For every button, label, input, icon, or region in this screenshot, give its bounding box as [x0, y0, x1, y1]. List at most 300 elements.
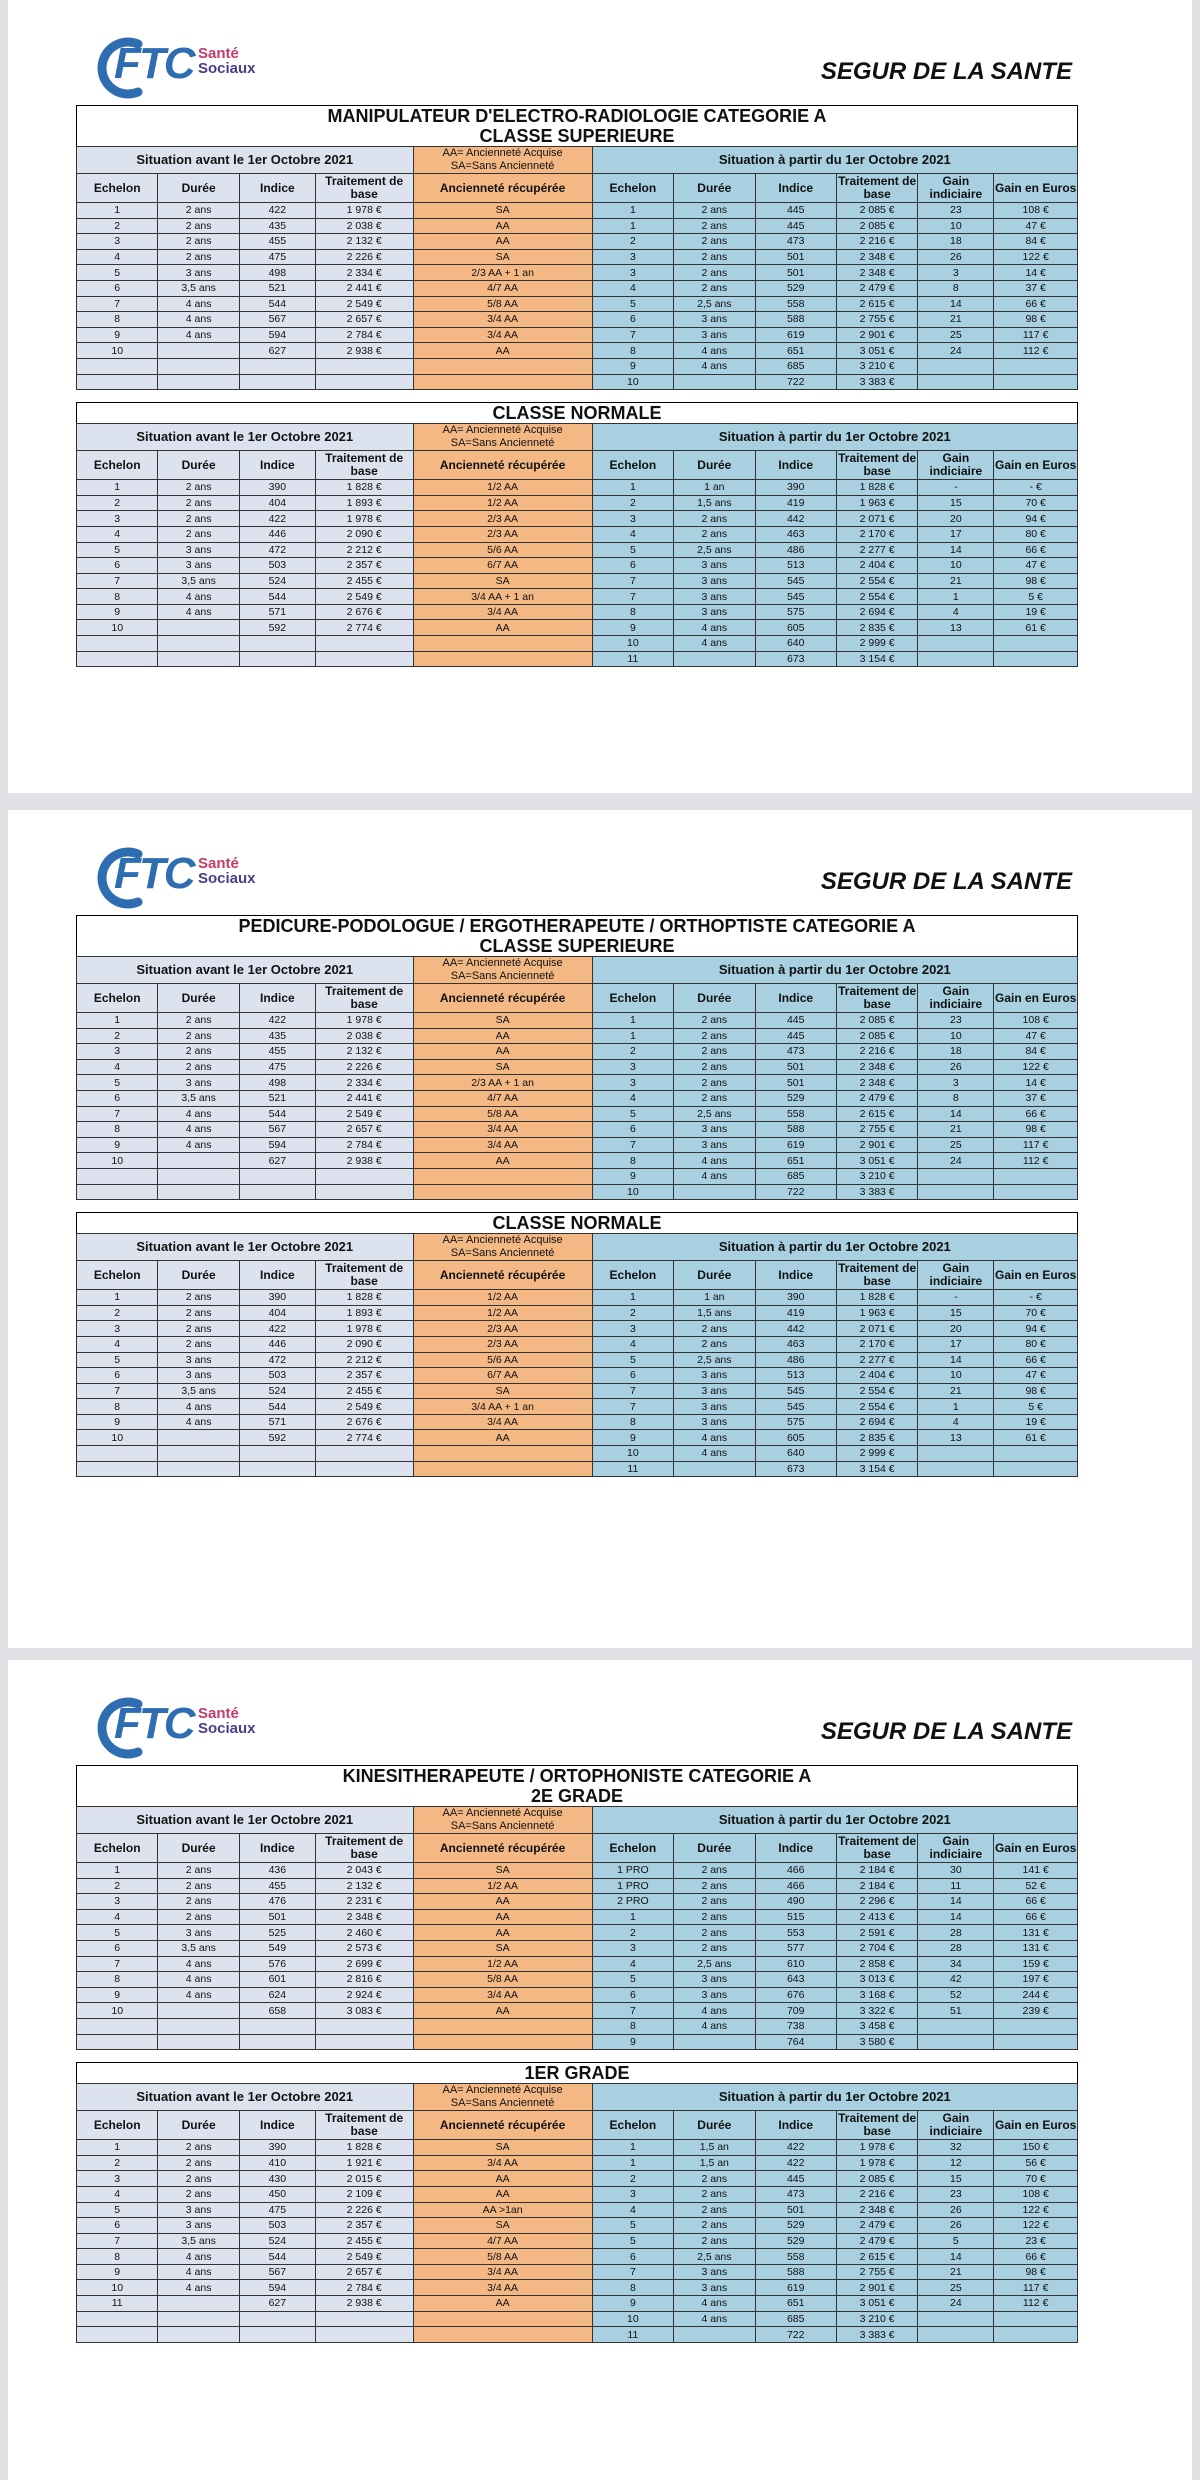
table-cell: 3/4 AA	[413, 1414, 592, 1430]
table-cell: 28	[918, 1925, 994, 1941]
table-cell: 131 €	[994, 1940, 1078, 1956]
table-cell: 1	[592, 218, 673, 234]
table-cell: 3 383 €	[836, 1184, 917, 1200]
table-cell: 2 ans	[674, 1075, 755, 1091]
table-cell: 3 ans	[674, 1987, 755, 2003]
table-cell: 5	[592, 1972, 673, 1988]
table-cell: 624	[239, 1987, 315, 2003]
table-cell: 5	[77, 1925, 158, 1941]
table-cell: 390	[239, 480, 315, 496]
table-cell: 1 PRO	[592, 1878, 673, 1894]
table-cell: 3	[918, 1075, 994, 1091]
table-cell: 2 938 €	[315, 2296, 413, 2312]
table-cell: 80 €	[994, 1336, 1078, 1352]
table-cell: 20	[918, 1321, 994, 1337]
column-header: Traitement de base	[315, 1834, 413, 1863]
table-cell: 1 828 €	[315, 480, 413, 496]
table-cell: 544	[239, 1106, 315, 1122]
column-header: Ancienneté récupérée	[413, 1834, 592, 1863]
table-cell	[158, 1168, 239, 1184]
table-cell: 2 071 €	[836, 511, 917, 527]
table-cell	[158, 1461, 239, 1477]
column-header: Durée	[158, 1261, 239, 1290]
new-situation-header: Situation à partir du 1er Octobre 2021	[592, 147, 1077, 174]
table-cell: 2 043 €	[315, 1863, 413, 1879]
column-header: Durée	[158, 1834, 239, 1863]
table-cell	[158, 2034, 239, 2050]
table-cell: 2 357 €	[315, 1368, 413, 1384]
table-cell: 2 226 €	[315, 249, 413, 265]
table-cell	[994, 358, 1078, 374]
grade-title: CLASSE SUPERIEURE	[76, 936, 1078, 956]
table-cell	[158, 2327, 239, 2343]
table-cell: 2 ans	[158, 1909, 239, 1925]
table-cell: 419	[755, 495, 836, 511]
table-cell: 2 132 €	[315, 234, 413, 250]
table-cell: 513	[755, 558, 836, 574]
table-cell: 5/6 AA	[413, 1352, 592, 1368]
table-cell: 10	[77, 1153, 158, 1169]
table-cell: 4	[918, 1414, 994, 1430]
table-cell: 2 615 €	[836, 2249, 917, 2265]
table-row	[77, 2018, 1078, 2034]
profession-title: MANIPULATEUR D'ELECTRO-RADIOLOGIE CATEGORIE A	[76, 105, 1078, 126]
table-cell: 5	[918, 2233, 994, 2249]
new-situation-header: Situation à partir du 1er Octobre 2021	[592, 1807, 1077, 1834]
table-cell: 545	[755, 1399, 836, 1415]
table-cell: 2 170 €	[836, 526, 917, 542]
legend-aa: AA= Ancienneté Acquise	[442, 1234, 563, 1247]
table-cell: 1,5 ans	[674, 495, 755, 511]
table-row	[77, 573, 1078, 589]
table-cell: 9	[592, 2034, 673, 2050]
table-row	[77, 1305, 1078, 1321]
table-cell: 3 ans	[158, 1352, 239, 1368]
grade-title: 2E GRADE	[76, 1786, 1078, 1806]
table-cell: 47 €	[994, 558, 1078, 574]
table-cell: 112 €	[994, 1153, 1078, 1169]
table-cell: 84 €	[994, 234, 1078, 250]
table-cell: 108 €	[994, 203, 1078, 219]
table-cell: 2	[77, 218, 158, 234]
table-cell: 422	[239, 203, 315, 219]
table-cell: 12	[918, 2155, 994, 2171]
column-header: Indice	[755, 174, 836, 203]
header-row	[77, 2084, 1078, 2111]
table-cell: 21	[918, 573, 994, 589]
header-row	[77, 147, 1078, 174]
table-cell: 430	[239, 2171, 315, 2187]
table-cell: 7	[592, 2264, 673, 2280]
table-cell: 3 ans	[158, 558, 239, 574]
table-cell: 15	[918, 2171, 994, 2187]
table-cell: 2 554 €	[836, 589, 917, 605]
column-header: Durée	[674, 1261, 755, 1290]
table-cell: 2 ans	[674, 1013, 755, 1029]
table-row	[77, 2140, 1078, 2156]
table-cell: 2	[592, 495, 673, 511]
table-cell: 19 €	[994, 1414, 1078, 1430]
table-cell: 1 963 €	[836, 1305, 917, 1321]
table-cell: 9	[592, 2296, 673, 2312]
column-header: Echelon	[592, 2111, 673, 2140]
table-row	[77, 526, 1078, 542]
table-row	[77, 542, 1078, 558]
column-header: Ancienneté récupérée	[413, 2111, 592, 2140]
table-cell: 2 ans	[674, 218, 755, 234]
table-cell: 17	[918, 526, 994, 542]
legend-aa: AA= Ancienneté Acquise	[442, 957, 563, 969]
table-cell: 445	[755, 1028, 836, 1044]
table-cell: 3/4 AA	[413, 1987, 592, 2003]
table-cell	[918, 636, 994, 652]
table-cell: 2 ans	[674, 265, 755, 281]
legend-sa: SA=Sans Ancienneté	[450, 437, 555, 450]
table-cell: 3,5 ans	[158, 1090, 239, 1106]
table-cell: 575	[755, 604, 836, 620]
table-cell: 9	[592, 620, 673, 636]
table-cell: 1	[77, 1863, 158, 1879]
table-cell: 4 ans	[158, 1122, 239, 1138]
table-cell: 3 ans	[674, 1368, 755, 1384]
table-cell: 1 963 €	[836, 495, 917, 511]
table-row	[77, 480, 1078, 496]
table-cell: AA	[413, 1430, 592, 1446]
table-row	[77, 1863, 1078, 1879]
table-cell: 2 ans	[674, 1925, 755, 1941]
table-cell: 2 924 €	[315, 1987, 413, 2003]
table-cell: 4	[77, 526, 158, 542]
table-cell: 640	[755, 1446, 836, 1462]
table-cell: 2/3 AA	[413, 1321, 592, 1337]
table-cell: 4	[592, 280, 673, 296]
table-cell: 490	[755, 1894, 836, 1910]
table-cell	[994, 1184, 1078, 1200]
table-cell: 3 ans	[158, 1925, 239, 1941]
table-row	[77, 296, 1078, 312]
table-cell: 2 ans	[674, 1336, 755, 1352]
old-situation-header: Situation avant le 1er Octobre 2021	[77, 1234, 414, 1261]
table-cell: 2 ans	[158, 1894, 239, 1910]
table-cell: 2 784 €	[315, 2280, 413, 2296]
table-cell: 51	[918, 2003, 994, 2019]
table-cell: 2 657 €	[315, 1122, 413, 1138]
table-cell: 3 051 €	[836, 343, 917, 359]
table-cell: 521	[239, 280, 315, 296]
salary-sheet	[76, 105, 1078, 667]
table-cell: 592	[239, 1430, 315, 1446]
table-cell: 4 ans	[674, 636, 755, 652]
table-cell: 3,5 ans	[158, 280, 239, 296]
table-cell: 122 €	[994, 2218, 1078, 2234]
table-cell: 475	[239, 249, 315, 265]
table-cell: 1 an	[674, 1290, 755, 1306]
table-cell: SA	[413, 573, 592, 589]
column-header: Gain en Euros	[994, 451, 1078, 480]
table-cell	[239, 1168, 315, 1184]
table-row	[77, 558, 1078, 574]
doc-title: SEGUR DE LA SANTE	[820, 1718, 1072, 1745]
table-cell: AA	[413, 2003, 592, 2019]
column-header: Indice	[239, 2111, 315, 2140]
table-cell: 545	[755, 589, 836, 605]
table-cell: 6/7 AA	[413, 558, 592, 574]
table-cell	[158, 358, 239, 374]
table-cell: 8	[77, 1972, 158, 1988]
table-cell	[239, 2034, 315, 2050]
table-cell: 4 ans	[158, 1137, 239, 1153]
table-cell: 5	[592, 1352, 673, 1368]
table-cell: 3	[592, 265, 673, 281]
table-cell: 2 071 €	[836, 1321, 917, 1337]
table-cell: 7	[77, 1956, 158, 1972]
table-cell: 450	[239, 2186, 315, 2202]
table-cell: 594	[239, 327, 315, 343]
table-cell: 108 €	[994, 1013, 1078, 1029]
table-cell: 390	[239, 1290, 315, 1306]
table-cell	[994, 2327, 1078, 2343]
table-cell: 2 ans	[674, 2202, 755, 2218]
table-cell: 1 828 €	[315, 2140, 413, 2156]
table-cell: 244 €	[994, 1987, 1078, 2003]
table-cell: 4 ans	[674, 1153, 755, 1169]
table-cell: 2 404 €	[836, 1368, 917, 1384]
table-cell: 2 657 €	[315, 312, 413, 328]
table-cell: 3	[592, 511, 673, 527]
table-cell: 8	[592, 604, 673, 620]
table-cell	[77, 374, 158, 390]
table-cell: 2 ans	[674, 1894, 755, 1910]
ftc-logo	[94, 844, 274, 912]
table-cell: 2 ans	[674, 1028, 755, 1044]
table-cell: 117 €	[994, 327, 1078, 343]
table-cell: 486	[755, 542, 836, 558]
table-cell	[413, 2018, 592, 2034]
table-cell: 2 657 €	[315, 2264, 413, 2280]
table-cell: 445	[755, 1013, 836, 1029]
ftc-logo	[94, 1694, 274, 1762]
table-cell: 1/2 AA	[413, 1290, 592, 1306]
table-row	[77, 358, 1078, 374]
table-cell	[674, 2034, 755, 2050]
table-cell: 472	[239, 1352, 315, 1368]
table-cell: 3	[77, 234, 158, 250]
table-cell: 2 901 €	[836, 327, 917, 343]
column-header: Indice	[755, 1834, 836, 1863]
table-cell: 592	[239, 620, 315, 636]
table-cell: 3 ans	[158, 2202, 239, 2218]
table-cell: 10	[77, 620, 158, 636]
table-cell: 13	[918, 620, 994, 636]
table-cell: 1 893 €	[315, 1305, 413, 1321]
table-cell	[918, 2034, 994, 2050]
old-situation-header: Situation avant le 1er Octobre 2021	[77, 1807, 414, 1834]
table-cell	[315, 1184, 413, 1200]
table-cell: 503	[239, 1368, 315, 1384]
table-cell: 2 774 €	[315, 1430, 413, 1446]
table-cell	[413, 636, 592, 652]
table-cell: 9	[77, 1987, 158, 2003]
logo-text: FTC	[114, 849, 194, 898]
table-cell: 1	[77, 1013, 158, 1029]
column-header: Gain en Euros	[994, 984, 1078, 1013]
table-cell: 8	[77, 1122, 158, 1138]
legend-sa: SA=Sans Ancienneté	[450, 1820, 555, 1832]
table-cell: 501	[755, 1059, 836, 1075]
table-cell	[315, 2034, 413, 2050]
table-cell: 7	[592, 2003, 673, 2019]
table-row	[77, 1059, 1078, 1075]
table-cell: AA	[413, 1909, 592, 1925]
table-cell: 131 €	[994, 1925, 1078, 1941]
table-cell: 4 ans	[674, 620, 755, 636]
column-header: Traitement de base	[315, 451, 413, 480]
table-cell: 2,5 ans	[674, 1352, 755, 1368]
table-cell: 2 774 €	[315, 620, 413, 636]
table-cell: 13	[918, 1430, 994, 1446]
table-cell: 8	[77, 589, 158, 605]
table-row	[77, 2311, 1078, 2327]
table-cell: SA	[413, 2218, 592, 2234]
column-header: Echelon	[77, 2111, 158, 2140]
column-header-row	[77, 984, 1078, 1013]
table-cell: 2 704 €	[836, 1940, 917, 1956]
table-row	[77, 1336, 1078, 1352]
logo-line1: Santé	[198, 1705, 239, 1722]
table-cell	[994, 2034, 1078, 2050]
table-cell: AA	[413, 2296, 592, 2312]
table-cell	[158, 1153, 239, 1169]
table-cell: 2 ans	[674, 1059, 755, 1075]
table-cell: 9	[77, 1414, 158, 1430]
column-header: Traitement de base	[838, 451, 917, 479]
table-cell	[413, 1168, 592, 1184]
table-cell: 685	[755, 358, 836, 374]
table-cell: 2 296 €	[836, 1894, 917, 1910]
table-cell: 3 ans	[674, 1383, 755, 1399]
table-cell: 61 €	[994, 620, 1078, 636]
table-cell: 15	[918, 1305, 994, 1321]
table-cell: 3 ans	[158, 1368, 239, 1384]
profession-title: PEDICURE-PODOLOGUE / ERGOTHERAPEUTE / ORTHOPTISTE CATEGORIE A	[76, 915, 1078, 936]
table-cell: 3	[77, 1321, 158, 1337]
table-cell: 122 €	[994, 249, 1078, 265]
table-cell: 2 479 €	[836, 2218, 917, 2234]
table-cell: 2 ans	[158, 1290, 239, 1306]
table-cell: 3 210 €	[836, 358, 917, 374]
grade-title: 1ER GRADE	[76, 2062, 1078, 2083]
table-cell	[674, 651, 755, 667]
column-header: Echelon	[592, 451, 673, 480]
table-cell: 2 ans	[158, 526, 239, 542]
table-cell: 2 ans	[674, 249, 755, 265]
table-cell: 2 038 €	[315, 1028, 413, 1044]
table-cell: 2/3 AA	[413, 526, 592, 542]
table-cell: 2 216 €	[836, 234, 917, 250]
table-cell	[77, 1461, 158, 1477]
header-row	[77, 1234, 1078, 1261]
table-cell: 239 €	[994, 2003, 1078, 2019]
table-row	[77, 1028, 1078, 1044]
table-cell: 1	[592, 1290, 673, 1306]
table-cell	[918, 1168, 994, 1184]
table-cell: 7	[592, 589, 673, 605]
table-cell: 2 277 €	[836, 1352, 917, 1368]
table-row	[77, 1878, 1078, 1894]
table-cell: 3	[592, 249, 673, 265]
table-cell: 98 €	[994, 573, 1078, 589]
table-cell: 1 PRO	[592, 1863, 673, 1879]
table-cell: 3,5 ans	[158, 1940, 239, 1956]
table-cell: 9	[77, 604, 158, 620]
table-row	[77, 280, 1078, 296]
table-cell	[239, 1446, 315, 1462]
table-cell: 3 322 €	[836, 2003, 917, 2019]
table-cell: 722	[755, 1184, 836, 1200]
table-cell	[994, 2018, 1078, 2034]
column-header: Echelon	[77, 174, 158, 203]
table-cell: 4 ans	[674, 2296, 755, 2312]
table-cell: 5 €	[994, 1399, 1078, 1415]
table-cell: 3,5 ans	[158, 1383, 239, 1399]
table-cell: 2 109 €	[315, 2186, 413, 2202]
table-row	[77, 1090, 1078, 1106]
table-cell: 3 083 €	[315, 2003, 413, 2019]
column-header: Traitement de base	[838, 1834, 917, 1861]
table-cell: 122 €	[994, 2202, 1078, 2218]
table-row	[77, 1153, 1078, 1169]
table-cell: 2,5 ans	[674, 1106, 755, 1122]
table-cell: 6	[592, 558, 673, 574]
table-cell: 6	[77, 1940, 158, 1956]
table-cell: 1	[592, 203, 673, 219]
table-cell: 1	[592, 1909, 673, 1925]
table-cell: 2 085 €	[836, 2171, 917, 2187]
table-cell: 10	[918, 218, 994, 234]
table-cell: 2/3 AA	[413, 1336, 592, 1352]
table-row	[77, 1122, 1078, 1138]
table-cell: 764	[755, 2034, 836, 2050]
table-cell: 4 ans	[158, 312, 239, 328]
table-cell: 442	[755, 511, 836, 527]
table-cell	[239, 636, 315, 652]
table-cell: 673	[755, 1461, 836, 1477]
table-cell: 2 573 €	[315, 1940, 413, 1956]
table-cell: 8	[592, 343, 673, 359]
table-cell: 1,5 ans	[674, 1305, 755, 1321]
column-header: Echelon	[77, 1261, 158, 1290]
table-cell: 446	[239, 1336, 315, 1352]
table-cell: 651	[755, 2296, 836, 2312]
table-cell: 544	[239, 2249, 315, 2265]
column-header: Indice	[755, 2111, 836, 2140]
table-cell: 3	[77, 2171, 158, 2187]
table-row	[77, 1013, 1078, 1029]
column-header: Traitement de base	[315, 2111, 413, 2140]
table-cell: 1/2 AA	[413, 1305, 592, 1321]
table-cell: 594	[239, 1137, 315, 1153]
table-cell: 4 ans	[158, 1414, 239, 1430]
table-cell: 6/7 AA	[413, 1368, 592, 1384]
table-row	[77, 651, 1078, 667]
table-cell: 7	[592, 1137, 673, 1153]
table-cell: 2 ans	[674, 234, 755, 250]
table-cell: 37 €	[994, 280, 1078, 296]
table-cell: 473	[755, 1044, 836, 1060]
table-cell: 9	[77, 1137, 158, 1153]
table-cell: 3 ans	[674, 1122, 755, 1138]
table-cell: 2 226 €	[315, 2202, 413, 2218]
